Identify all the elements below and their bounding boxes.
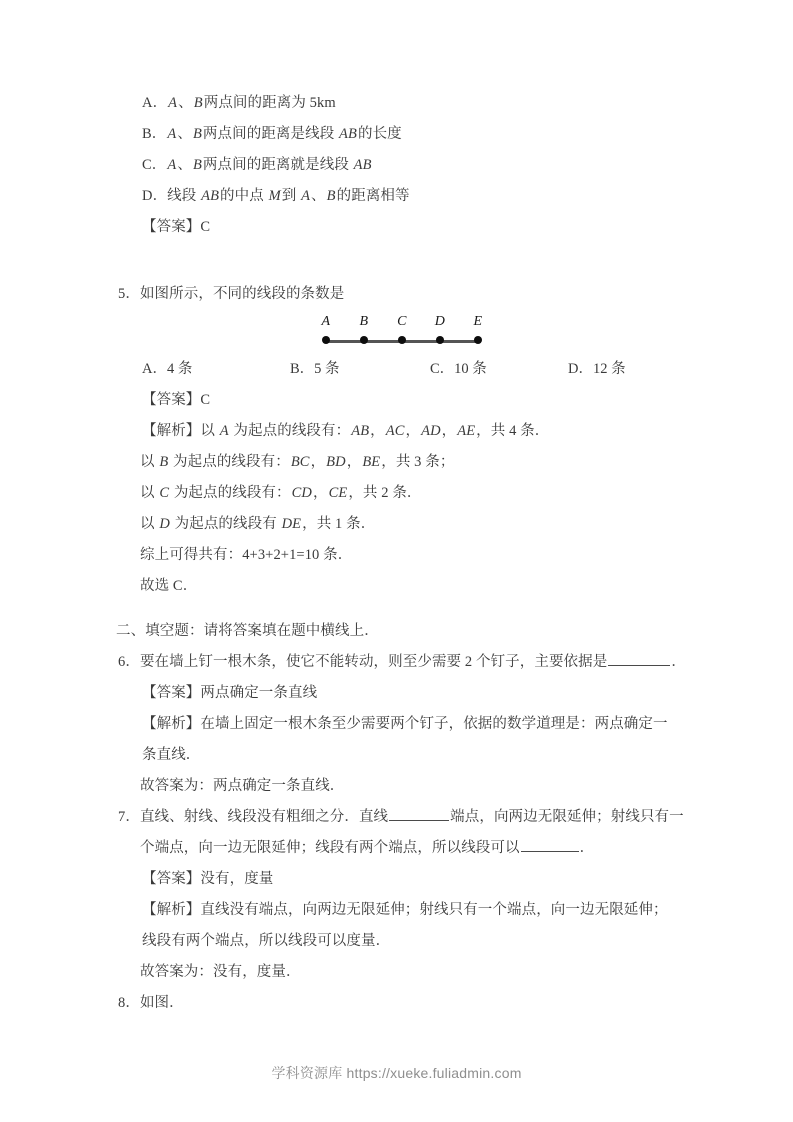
q7-stem-text-3: 个端点，向一边无限延伸；线段有两个端点，所以线段可以 [140, 840, 520, 856]
q4-option-d [116, 181, 678, 212]
q7-analysis-text: 直线没有端点，向两边无限延伸；射线只有一个端点，向一边无限延伸；线段有两个端点，所以线段可以度量． [142, 902, 668, 949]
segment-point-c [398, 336, 406, 344]
q4-option-d-tail2: 的距离相等 [336, 188, 410, 204]
q6-stem-text: 要在墙上钉一根木条，使它不能转动，则至少需要 2 个钉子，主要依据是 [139, 654, 608, 670]
q4-option-c-label: C． [142, 157, 167, 173]
q5-analysis-1-t3: AB [351, 423, 370, 439]
q5-analysis-1-t2: 为起点的线段有： [229, 423, 351, 439]
q7-answer-tag: 【答案】 [142, 871, 201, 887]
q4-option-a-mid: 、 [178, 95, 193, 111]
q5-analysis-line-1 [116, 416, 678, 447]
q5-analysis-5-text: 综上可得共有：4+3+2+1=10 条． [140, 547, 353, 563]
q5-analysis-1-t10: ，共 4 条． [476, 423, 550, 439]
q4-option-d-tail: 、 [311, 188, 326, 204]
q5-stem-text: 如图所示，不同的线段的条数是 [139, 286, 345, 302]
q4-option-d-label: D． [142, 188, 168, 204]
q4-option-c-text: 两点间的距离就是线段 [202, 157, 353, 173]
q7-stem-line-1 [116, 802, 684, 833]
q5-analysis-1-t4: ， [370, 423, 385, 439]
q5-analysis-4-t3: DE [281, 516, 302, 532]
q4-answer-tag: 【答案】 [142, 219, 201, 235]
q5-option-b: B．5 条 [290, 361, 340, 377]
q5-conclusion-text: 故选 C． [140, 578, 198, 594]
q6-stem-period: ． [671, 654, 686, 670]
q5-stem [116, 279, 678, 310]
spacer [116, 602, 678, 616]
q4-option-a-var1: A [168, 95, 178, 111]
q7-stem-text-1: 直线、射线、线段没有粗细之分．直线 [139, 809, 389, 825]
q4-option-d-post: 到 [281, 188, 301, 204]
q7-conclusion-text: 故答案为：没有，度量． [140, 964, 301, 980]
q5-analysis-3-t4: ， [312, 485, 328, 501]
q5-analysis-2-t4: ， [310, 454, 326, 470]
q5-analysis-tag: 【解析】 [142, 423, 201, 439]
q6-answer-blank[interactable] [608, 665, 670, 666]
q5-analysis-2-t7: BE [362, 454, 381, 470]
q7-answer-blank-1[interactable] [389, 820, 449, 821]
q5-conclusion [116, 571, 678, 602]
q5-option-d: D．12 条 [568, 361, 626, 377]
q7-stem-text-2: 端点，向两边无限延伸；射线只有一 [450, 809, 684, 825]
q8-stem [116, 988, 678, 1019]
q7-stem-period: ． [579, 840, 595, 856]
q5-analysis-3-t1: C [159, 485, 170, 501]
q6-conclusion-text: 故答案为：两点确定一条直线． [140, 778, 345, 794]
q4-option-b [116, 119, 678, 150]
footer-watermark-text: 学科资源库 https://xueke.fuliadmin.com [271, 1065, 522, 1081]
q5-analysis-1-t9: AE [457, 423, 476, 439]
q5-number: 5． [118, 286, 140, 302]
q4-option-b-var3: AB [339, 126, 357, 142]
q7-number: 7． [118, 809, 140, 825]
q5-answer-value: C [200, 392, 211, 408]
segment-point-a [322, 336, 330, 344]
q5-analysis-3-t6: ，共 2 条． [348, 485, 422, 501]
q4-option-a-var2: B [193, 95, 203, 111]
q8-number: 8． [118, 995, 140, 1011]
q5-answer-tag: 【答案】 [142, 392, 201, 408]
q7-analysis [116, 895, 678, 957]
q5-analysis-2-t2: 为起点的线段有： [169, 454, 290, 470]
document-content [116, 88, 686, 1019]
q4-option-b-label: B． [142, 126, 167, 142]
q4-option-d-var4: B [326, 188, 336, 204]
q5-analysis-line-2 [116, 447, 678, 478]
q5-analysis-4-t0: 以 [140, 516, 159, 532]
q4-option-c-mid: 、 [177, 157, 192, 173]
q5-analysis-3-t2: 为起点的线段有： [170, 485, 291, 501]
q8-stem-text: 如图． [139, 995, 184, 1011]
q5-analysis-2-t3: BC [290, 454, 310, 470]
q4-option-b-var2: B [192, 126, 202, 142]
segment-label-e: E [473, 314, 483, 329]
q4-option-a-text: 两点间的距离为 5km [203, 95, 336, 111]
q4-option-d-pre: 线段 [167, 188, 201, 204]
q5-analysis-2-t8: ，共 3 条； [381, 454, 455, 470]
q7-answer-blank-2[interactable] [521, 851, 579, 852]
q5-analysis-line-5 [116, 540, 678, 571]
q4-option-c-var3: AB [353, 157, 372, 173]
segment-label-d: D [434, 314, 445, 329]
q4-option-c-var2: B [192, 157, 202, 173]
q5-analysis-1-t6: ， [405, 423, 421, 439]
q5-option-c: C．10 条 [430, 361, 487, 377]
q6-analysis-tag: 【解析】 [142, 716, 201, 732]
q5-analysis-1-t7: AD [421, 423, 441, 439]
q7-conclusion [116, 957, 678, 988]
q5-analysis-1-t1: A [219, 423, 229, 439]
q6-number: 6． [118, 654, 140, 670]
segment-diagram [320, 314, 492, 352]
q5-options-row [116, 354, 678, 385]
q4-option-b-mid: 、 [177, 126, 192, 142]
segment-label-b: B [359, 314, 369, 329]
q4-option-d-var2: M [268, 188, 281, 204]
q4-answer [116, 212, 678, 243]
q5-analysis-2-t5: BD [326, 454, 346, 470]
segment-point-e [474, 336, 482, 344]
q5-analysis-1-t5: AC [385, 423, 405, 439]
q7-answer [116, 864, 678, 895]
segment-point-b [360, 336, 368, 344]
q5-analysis-4-t4: ，共 1 条． [302, 516, 376, 532]
q5-option-a: A．4 条 [142, 361, 193, 377]
section-2-heading-text: 二、填空题：请将答案填在题中横线上． [116, 623, 379, 639]
q4-option-c-var1: A [167, 157, 177, 173]
q4-option-a-label: A． [142, 95, 168, 111]
q4-option-d-mid: 的中点 [220, 188, 268, 204]
q5-analysis-3-t3: CD [291, 485, 312, 501]
q4-option-d-var3: A [301, 188, 311, 204]
q5-analysis-1-t0: 以 [200, 423, 219, 439]
q6-stem [116, 647, 686, 678]
q5-analysis-1-t8: ， [441, 423, 457, 439]
q5-analysis-line-3 [116, 478, 678, 509]
q6-answer-tag: 【答案】 [142, 685, 201, 701]
q5-answer [116, 385, 678, 416]
footer-watermark [0, 1063, 793, 1083]
q4-option-a [116, 88, 678, 119]
q6-conclusion [116, 771, 678, 802]
q5-analysis-3-t0: 以 [140, 485, 159, 501]
q4-option-b-var1: A [167, 126, 177, 142]
segment-point-d [436, 336, 444, 344]
section-2-heading [116, 616, 678, 647]
q6-answer [116, 678, 678, 709]
q4-option-b-text: 两点间的距离是线段 [202, 126, 339, 142]
segment-label-c: C [397, 314, 407, 329]
q7-analysis-tag: 【解析】 [142, 902, 201, 918]
q5-analysis-2-t0: 以 [140, 454, 159, 470]
q5-analysis-3-t5: CE [328, 485, 348, 501]
q6-answer-value: 两点确定一条直线 [200, 685, 318, 701]
q4-option-b-tail: 的长度 [357, 126, 402, 142]
spacer [116, 243, 678, 279]
q4-option-c [116, 150, 678, 181]
q4-answer-value: C [200, 219, 211, 235]
q7-stem-line-2 [116, 833, 678, 864]
q4-option-d-var1: AB [201, 188, 220, 204]
segment-label-a: A [321, 314, 331, 329]
q6-analysis-text: 在墙上固定一根木条至少需要两个钉子，依据的数学道理是：两点确定一条直线． [142, 716, 668, 763]
q5-analysis-line-4 [116, 509, 678, 540]
q5-analysis-2-t1: B [159, 454, 169, 470]
q7-answer-value: 没有，度量 [200, 871, 274, 887]
q5-analysis-2-t6: ， [346, 454, 362, 470]
q5-analysis-4-t2: 为起点的线段有 [170, 516, 281, 532]
q6-analysis [116, 709, 678, 771]
q5-figure-row [116, 310, 678, 354]
q5-analysis-4-t1: D [159, 516, 170, 532]
